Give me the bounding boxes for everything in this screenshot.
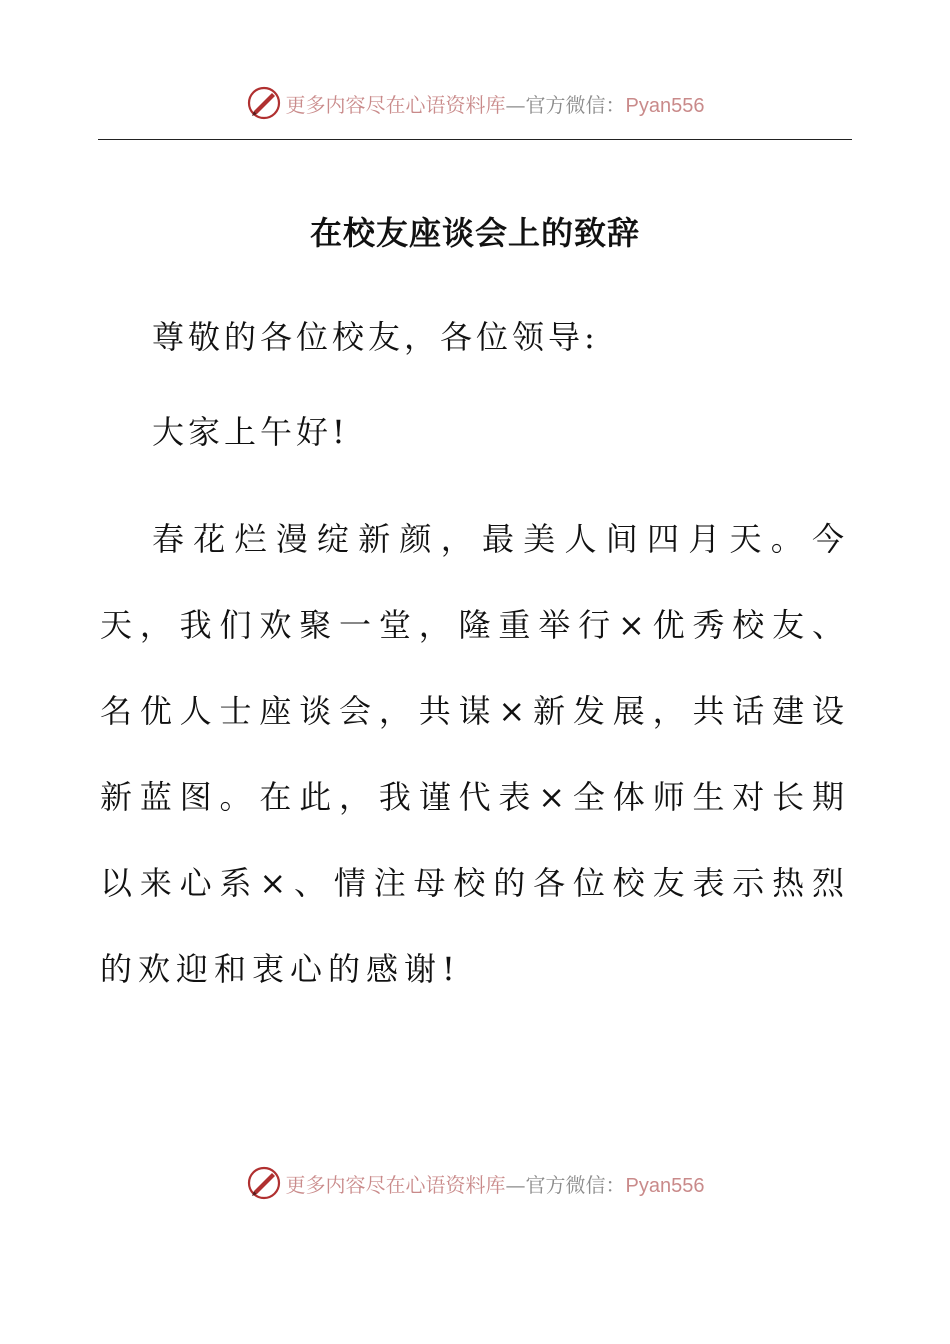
document-title: 在校友座谈会上的致辞 [309, 214, 640, 252]
pen-logo-icon [246, 85, 282, 121]
greeting-line: 尊敬的各位校友，各位领导: [152, 318, 599, 356]
header-divider [98, 139, 852, 140]
wechat-label: 官方微信： [525, 92, 626, 117]
header-banner-text [286, 89, 705, 118]
hello-line: 大家上午好! [152, 413, 349, 451]
pen-logo-icon [246, 1165, 282, 1201]
site-name: 更多内容尽在心语资料库 [285, 1172, 506, 1197]
footer-banner-text [286, 1169, 705, 1198]
site-name: 更多内容尽在心语资料库 [285, 92, 506, 117]
body-paragraph: 春花烂漫绽新颜，最美人间四月天。今天，我们欢聚一堂，隆重举行×优秀校友、名优人士座谈会，共谋×新发展，共话建设新蓝图。在此，我谨代表×全体师生对长期以来心系×、情注母校的各位校友表示热烈的欢迎和衷心的感谢! [100, 520, 850, 988]
separator: — [505, 92, 526, 117]
wechat-id: Pyan556 [625, 94, 705, 117]
header-banner [0, 83, 950, 123]
footer-banner [0, 1163, 950, 1203]
wechat-label: 官方微信： [525, 1172, 626, 1197]
separator: — [505, 1172, 526, 1197]
wechat-id: Pyan556 [625, 1174, 705, 1197]
